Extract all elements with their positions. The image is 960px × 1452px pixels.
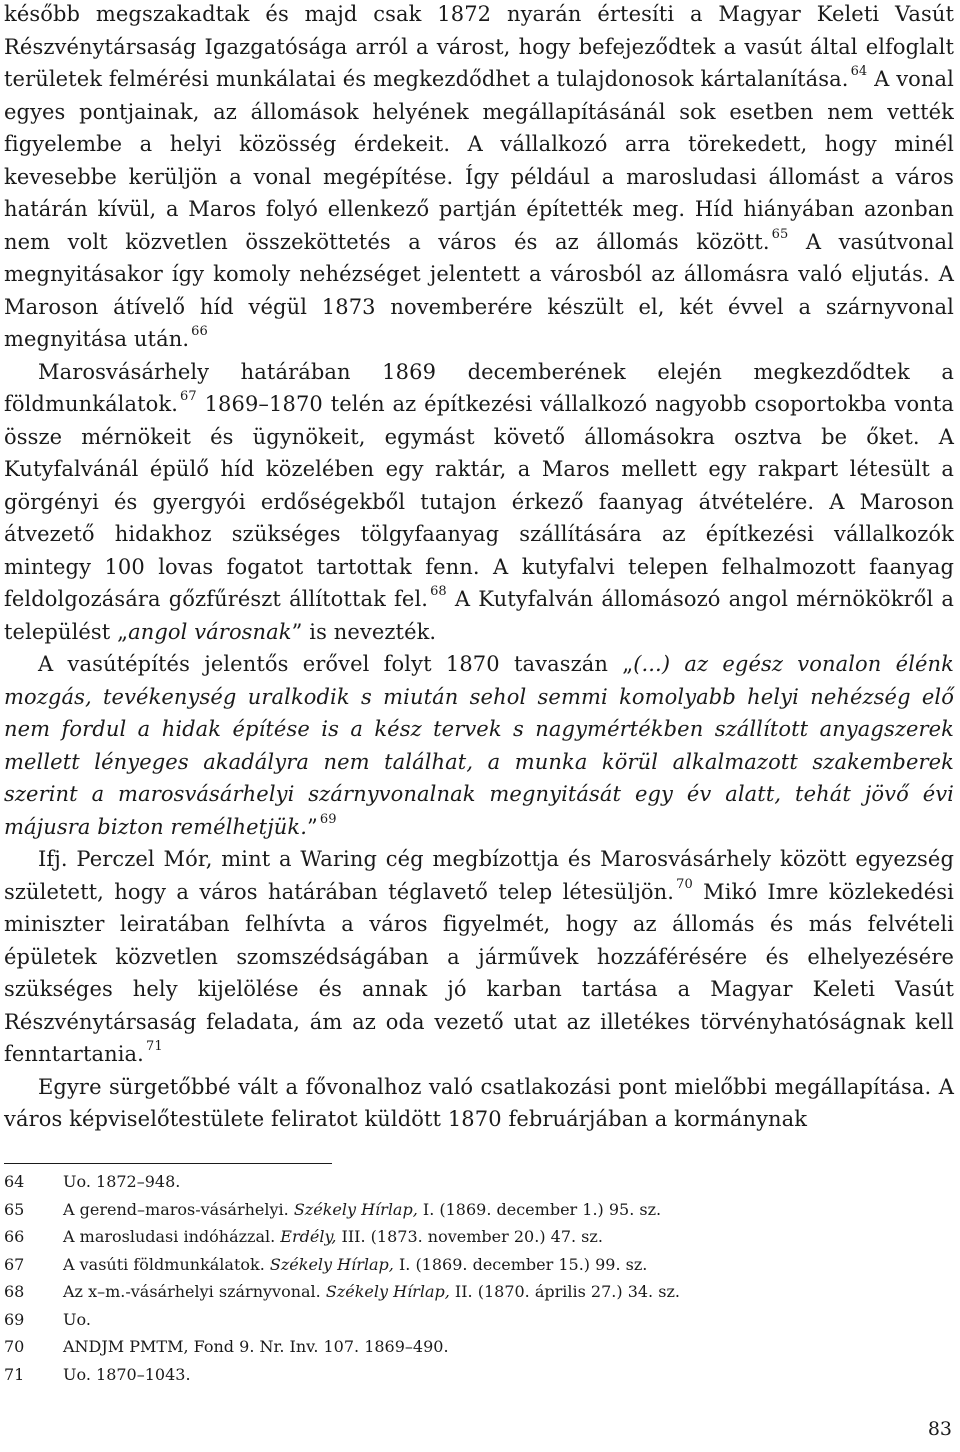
footnote-item — [4, 1223, 904, 1251]
text-run: Mikó Imre közlekedési miniszter leiratában felhívta a város figyelmét, hogy az állomás és más felvételi épületek közvetlen szomszédságában a járművek hozzáférésére és elhelyezésére szükséges hely kijelölése és annak jó karban tartása a Magyar Keleti Vasút Részvénytársaság feladata, ám az oda vezető utat az illetékes törvényhatóságnak kell fenntartania. — [4, 879, 954, 1066]
text-run: I. (1869. december 15.) 99. sz. — [393, 1254, 648, 1274]
footnote-number: 67 — [4, 1254, 25, 1274]
footnote-ref: 64 — [850, 64, 868, 79]
footnote-separator — [4, 1163, 332, 1164]
text-run: A Kutyfalván állomásozó angol mérnökökről a települést „ — [4, 587, 955, 644]
text-run: II. (1870. április 27.) 34. sz. — [449, 1282, 680, 1301]
italic-text: Erdély, — [280, 1227, 337, 1246]
paragraph — [4, 0, 954, 356]
text-run: III. (1873. november 20.) 47. sz. — [336, 1227, 603, 1246]
text-run: Uo. — [63, 1309, 91, 1329]
text-run: ” is nevezték. — [291, 619, 437, 644]
text-run: 1869–1870 telén az építkezési vállalkozó nagyobb csoportokba vonta össze mérnökeit és ügynökeit, egymást követő állomásokra osztva be őket. A Kutyfalvánál épülő híd közelében egy raktár, a Maros mellett egy rakpart létesült a görgényi és gyergyói erdőségekből tutajon érkező faanyag átvételére. A Maroson átvezető hidakhoz szükséges tölgyfaanyag szállítására az építkezési vállalkozók mintegy 100 lovas fogatot tartottak fenn. A kutyfalvi telepen felhalmozott faanyag feldolgozására gőzfűrészt állítottak fel. — [4, 392, 954, 611]
paragraph — [4, 356, 954, 649]
footnote-ref: 70 — [676, 876, 693, 892]
footnote-number: 66 — [4, 1227, 25, 1246]
footnote-ref: 67 — [180, 389, 197, 404]
text-run: A vasútvonal megnyitásakor így komoly nehézséget jelentett a városból az állomásra való eljutás. A Maroson átívelő híd végül 1873 novemberére készült el, két évvel a szárnyvonal megnyitása után. — [4, 229, 954, 351]
text-run: A vasútépítés jelentős erővel folyt 1870 tavaszán „ — [38, 652, 634, 676]
text-run: ” — [307, 814, 318, 839]
text-run: A vasúti földmunkálatok. — [63, 1254, 270, 1274]
footnote-number: 64 — [4, 1172, 25, 1191]
text-run: A gerend–maros-vásárhelyi. — [63, 1199, 294, 1219]
footnote-number: 65 — [4, 1199, 25, 1219]
italic-text: Székely Hírlap, — [325, 1282, 450, 1301]
text-run: A vonal egyes pontjainak, az állomások helyének megállapításánál sok esetben nem vették figyelembe a helyi közösség érdekeit. A vállalkozó arra törekedett, hogy minél kevesebbe kerüljön a vonal megépítése. Így például a marosludasi állomást a város határán kívül, a Maros folyó ellenkező partján építették meg. Híd hiányában azonban nem volt közvetlen összeköttetés a város és az állomás között. — [4, 67, 954, 254]
text-run: Az x–m.-vásárhelyi szárnyvonal. — [63, 1282, 326, 1301]
footnote-ref: 69 — [319, 811, 337, 827]
footnote-item — [4, 1333, 904, 1361]
footnote-item — [4, 1196, 904, 1224]
italic-text: (...) az egész vonalon élénk mozgás, tevékenység uralkodik s miután sehol semmi komolyabb helyi nehézség elő nem fordul a hidak építése is a kész tervek s nagymértékben szállított anyagszerek mellett lényeges akadályra nem találhat, a munka körül alkalmazott szakemberek szerint a marosvásárhelyi szárnyvonalnak megnyitását egy év alatt, tehát jövő évi májusra bizton remélhetjük. — [4, 652, 954, 839]
body-text — [4, 0, 954, 1136]
footnote-ref: 68 — [430, 584, 447, 599]
footnote-item — [4, 1361, 904, 1389]
footnote-item — [4, 1168, 904, 1196]
text-run: Egyre sürgetőbbé vált a fővonalhoz való csatlakozási pont mielőbbi megállapítása. A város képviselőtestülete feliratot küldött 1870 februárjában a kormánynak — [4, 1074, 954, 1131]
footnote-number: 70 — [4, 1337, 25, 1356]
italic-text: Székely Hírlap, — [269, 1254, 394, 1274]
text-run: később megszakadtak és majd csak 1872 nyarán értesíti a Magyar Keleti Vasút Részvénytársaság Igazgatósága arról a várost, hogy befejeződtek a vasút által elfoglalt területek felmérési munkálatai és megkezdődhet a tulajdonosok kártalanítása. — [4, 2, 954, 91]
footnote-text — [63, 1333, 449, 1361]
footnote-ref: 66 — [191, 324, 208, 339]
footnote-item — [4, 1251, 904, 1279]
footnote-item — [4, 1278, 904, 1306]
text-run: Marosvásárhely határában 1869 decemberének elején megkezdődtek a földmunkálatok. — [4, 359, 954, 416]
footnote-text — [63, 1306, 91, 1334]
footnote-text — [63, 1251, 647, 1279]
footnote-text — [63, 1196, 661, 1224]
footnote-item — [4, 1306, 904, 1334]
footnote-number: 69 — [4, 1309, 25, 1329]
text-run: Uo. 1870–1043. — [63, 1364, 191, 1384]
footnote-number: 71 — [4, 1364, 25, 1384]
footnote-text — [63, 1278, 680, 1306]
text-run: I. (1869. december 1.) 95. sz. — [417, 1199, 662, 1219]
italic-text: Székely Hírlap, — [293, 1199, 418, 1219]
footnote-text — [63, 1361, 191, 1389]
page-number: 83 — [927, 1418, 952, 1440]
text-run: A marosludasi indóházzal. — [63, 1227, 281, 1246]
footnote-text — [63, 1223, 603, 1251]
text-run: Ifj. Perczel Mór, mint a Waring cég megbízottja és Marosvásárhely között egyezség született, hogy a város határában téglavető telep létesüljön. — [4, 847, 954, 904]
text-run: Uo. 1872–948. — [63, 1172, 181, 1191]
italic-text: angol városnak — [128, 619, 292, 644]
footnotes — [4, 1168, 904, 1388]
footnote-number: 68 — [4, 1282, 25, 1301]
paragraph — [4, 648, 954, 843]
footnote-ref: 65 — [771, 226, 789, 242]
footnote-text — [63, 1168, 180, 1196]
paragraph — [4, 843, 954, 1071]
text-run: ANDJM PMTM, Fond 9. Nr. Inv. 107. 1869–490. — [63, 1337, 449, 1356]
footnote-ref: 71 — [145, 1039, 163, 1054]
paragraph — [4, 1071, 954, 1136]
